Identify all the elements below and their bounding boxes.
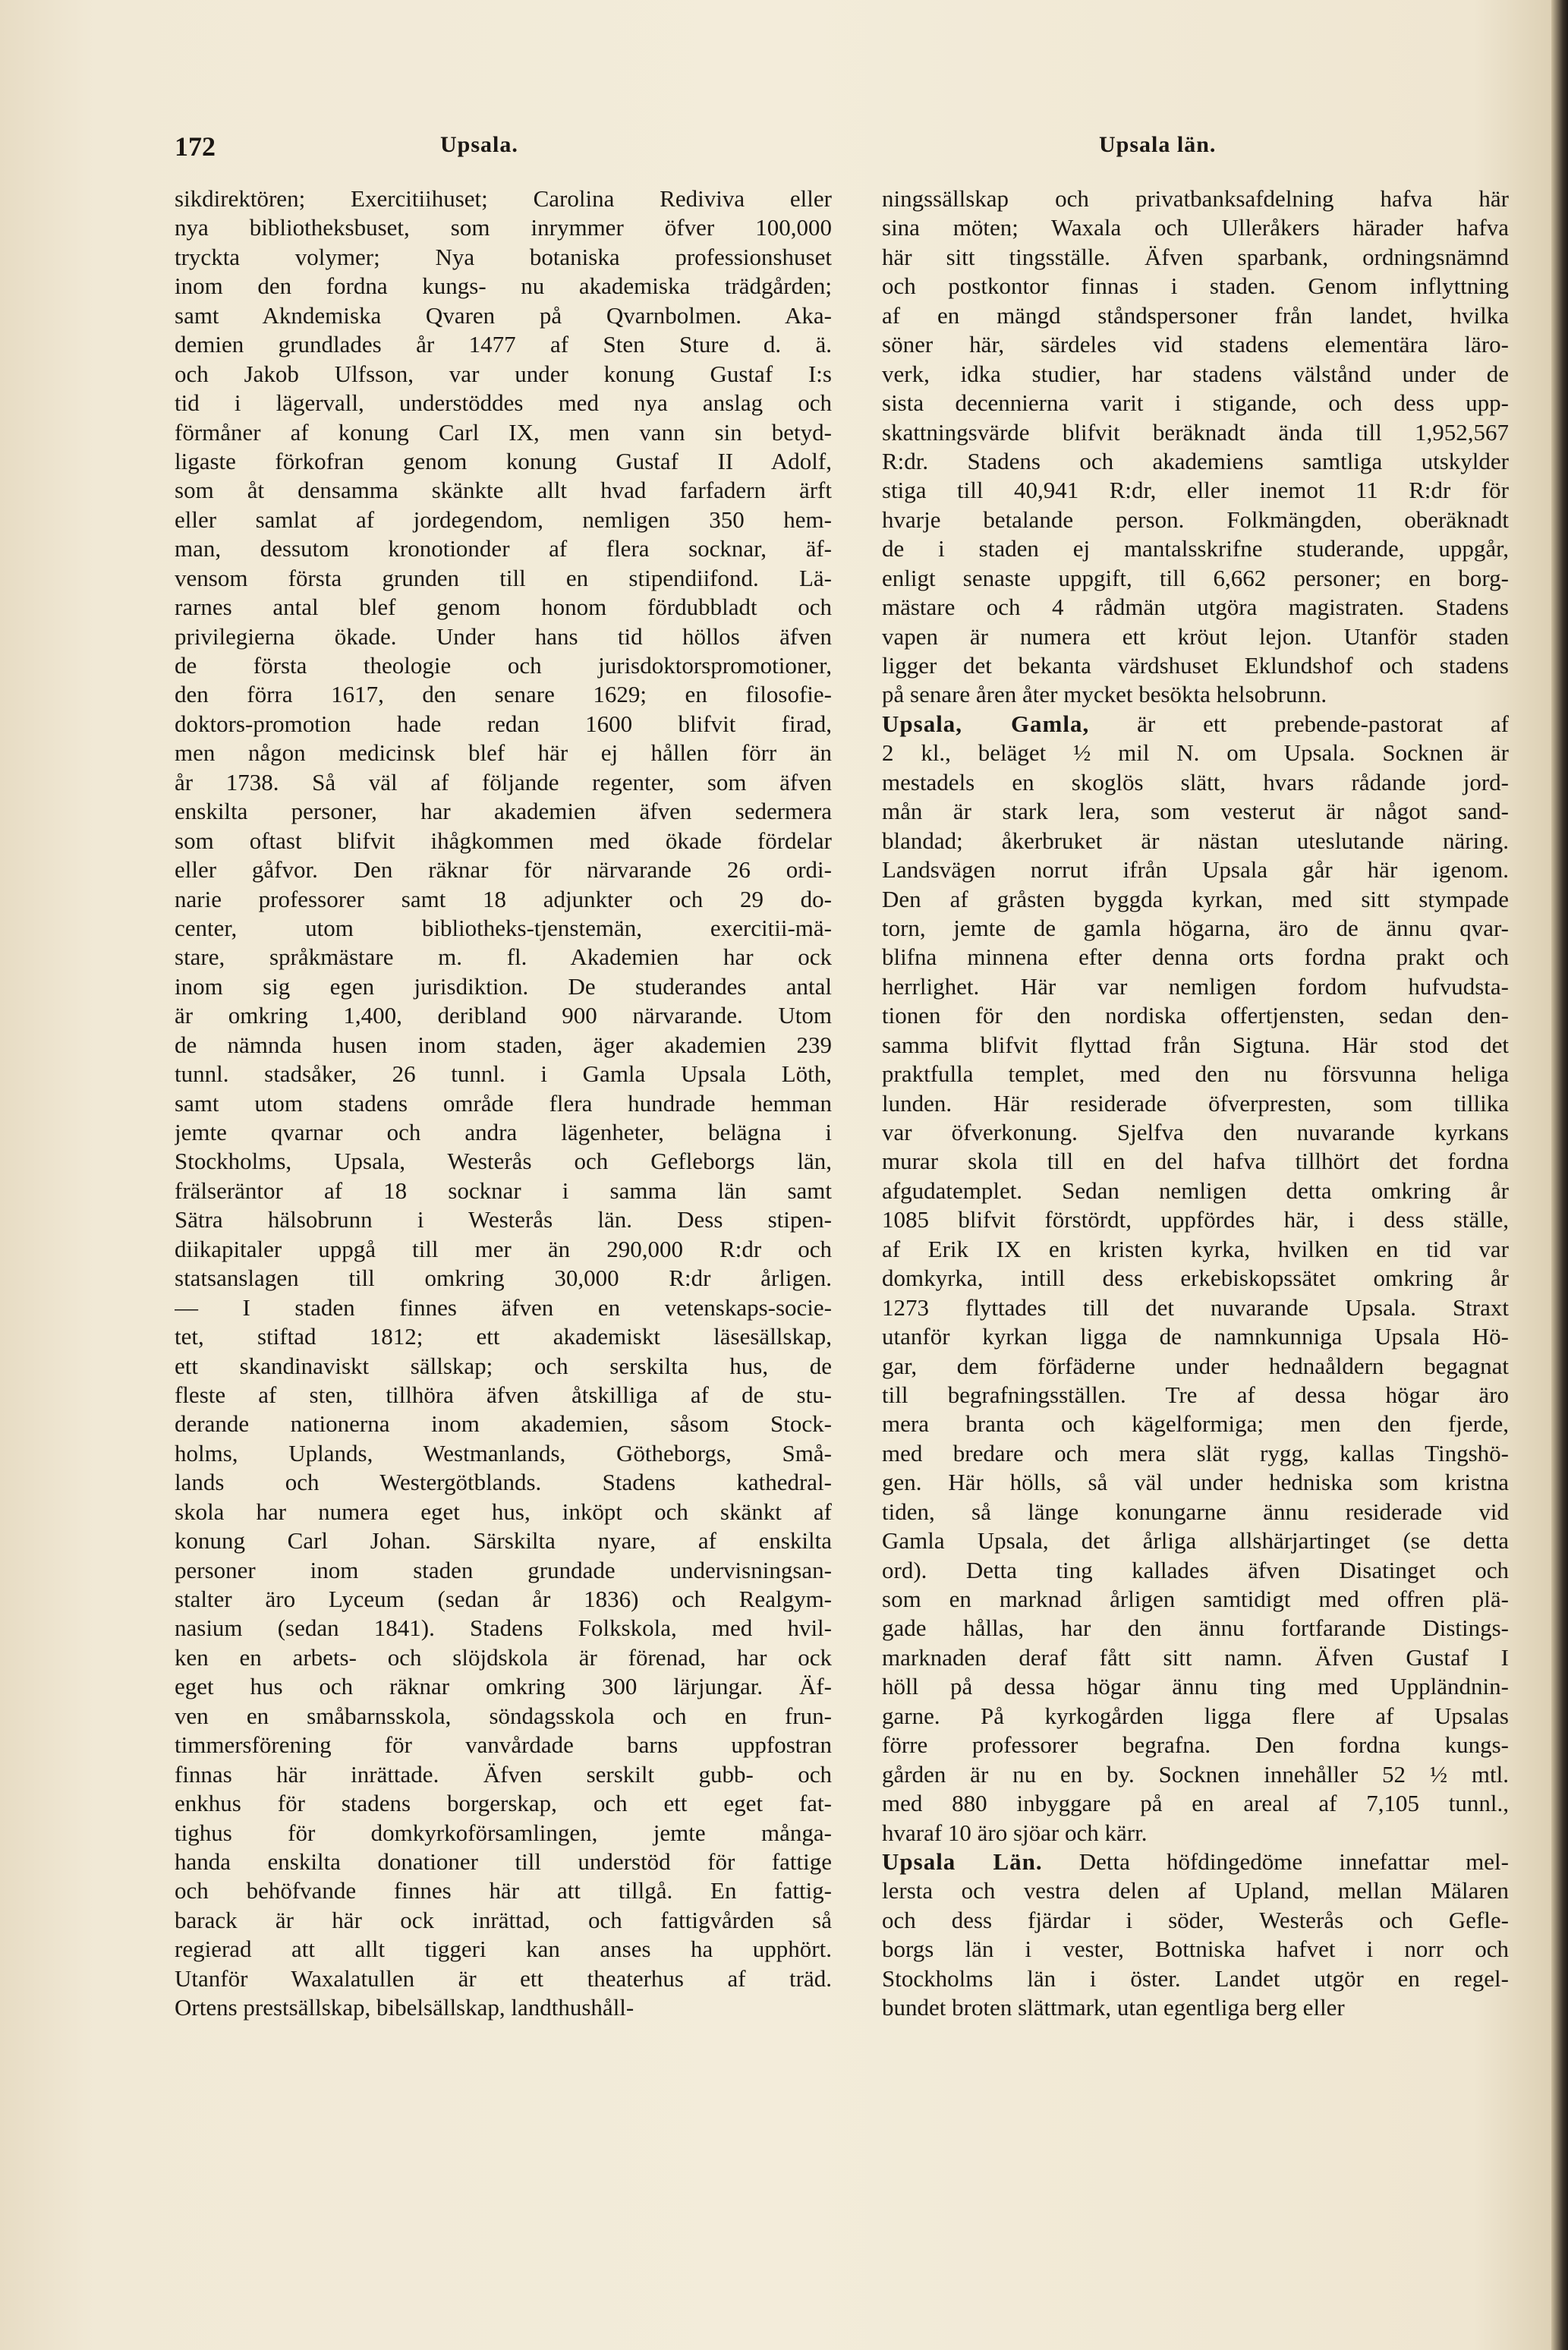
text-line: som oftast blifvit ihågkommen med ökade fördelar bbox=[175, 827, 832, 854]
text-line: Stockholms, Upsala, Westerås och Gefleborgs län, bbox=[175, 1148, 832, 1175]
text-line: lands och Westergötblands. Stadens kathedral- bbox=[175, 1469, 832, 1496]
text-line: och dess fjärdar i söder, Westerås och Gefle- bbox=[882, 1906, 1509, 1933]
text-line: Den af gråsten byggda kyrkan, med sitt stympade bbox=[882, 885, 1509, 912]
text-line: till begrafningsställen. Tre af dessa högar äro bbox=[882, 1381, 1509, 1408]
text-line: af en mängd ståndspersoner från landet, hvilka bbox=[882, 301, 1509, 329]
text-line: hvarje betalande person. Folkmängden, oberäknadt bbox=[882, 506, 1509, 533]
text-line: garne. På kyrkogården ligga flere af Upsalas bbox=[882, 1702, 1509, 1729]
text-line: 1273 flyttades till det nuvarande Upsala. Straxt bbox=[882, 1293, 1509, 1321]
text-line: på senare åren åter mycket besökta helsobrunn. bbox=[882, 681, 1327, 708]
text-line: demien grundlades år 1477 af Sten Sture d. ä. bbox=[175, 331, 832, 358]
text-line: sista decennierna varit i stigande, och dess upp- bbox=[882, 389, 1509, 417]
text-line: af Erik IX en kristen kyrka, hvilken en tid var bbox=[882, 1235, 1509, 1262]
text-line: finnas här inrättade. Äfven serskilt gubb- och bbox=[175, 1760, 832, 1788]
text-line: barack är här ock inrättad, och fattigvården så bbox=[175, 1906, 832, 1933]
text-line: marknaden deraf fått sitt namn. Äfven Gustaf I bbox=[882, 1643, 1509, 1671]
text-line: ken en arbets- och slöjdskola är förenad, har ock bbox=[175, 1643, 832, 1671]
text-line: tet, stiftad 1812; ett akademiskt läsesällskap, bbox=[175, 1323, 832, 1350]
text-line: regierad att allt tiggeri kan anses ha upphört. bbox=[175, 1936, 832, 1963]
text-line: praktfulla templet, med den nu försvunna heliga bbox=[882, 1060, 1509, 1088]
text-line: med bredare och mera slät rygg, kallas Tingshö- bbox=[882, 1439, 1509, 1466]
text-line: tiden, så länge konungarne ännu residerade vid bbox=[882, 1498, 1509, 1525]
text-line: konung Carl Johan. Särskilta nyare, af enskilta bbox=[175, 1527, 832, 1555]
text-line: utanför kyrkan ligga de namnkunniga Upsala Hö- bbox=[882, 1323, 1509, 1350]
text-line: derande nationerna inom akademien, såsom Stock- bbox=[175, 1410, 832, 1438]
text-line: enligt senaste uppgift, till 6,662 personer; en borg- bbox=[882, 564, 1509, 591]
text-line: Upsala, Gamla, är ett prebende-pastorat af bbox=[882, 710, 1509, 737]
text-line: gen. Här hölls, så väl under hedniska som kristna bbox=[882, 1469, 1509, 1496]
text-line: samt Akndemiska Qvaren på Qvarnbolmen. Aka- bbox=[175, 301, 832, 329]
text-line: holms, Uplands, Westmanlands, Götheborgs, Små- bbox=[175, 1439, 832, 1466]
text-line: samma blifvit flyttad från Sigtuna. Här stod det bbox=[882, 1031, 1509, 1058]
text-line: Upsala Län. Detta höfdingedöme innefattar mel- bbox=[882, 1848, 1509, 1875]
text-line: statsanslagen till omkring 30,000 R:dr årligen. bbox=[175, 1265, 832, 1292]
text-line: den förra 1617, den senare 1629; en filosofie- bbox=[175, 681, 832, 708]
text-line: ord). Detta ting kallades äfven Disatinget och bbox=[882, 1556, 1509, 1583]
text-line: men någon medicinsk blef här ej hållen förr än bbox=[175, 739, 832, 767]
text-line: sikdirektören; Exercitiihuset; Carolina Rediviva eller bbox=[175, 185, 832, 212]
text-line: enkhus för stadens borgerskap, och ett eget fat- bbox=[175, 1790, 832, 1817]
text-line: rarnes antal blef genom honom fördubbladt och bbox=[175, 594, 832, 621]
text-line: borgs län i vester, Bottniska hafvet i norr och bbox=[882, 1936, 1509, 1963]
text-line: personer inom staden grundade undervisningsan- bbox=[175, 1556, 832, 1583]
text-line: var öfverkonung. Sjelfva den nuvarande kyrkans bbox=[882, 1119, 1509, 1145]
text-line: ven en småbarnsskola, söndagsskola och en frun- bbox=[175, 1702, 832, 1729]
text-line: herrlighet. Här var nemligen fordom hufvudsta- bbox=[882, 972, 1509, 1000]
text-line: Gamla Upsala, det årliga allshärjartinget (se detta bbox=[882, 1527, 1509, 1555]
text-line: man, dessutom kronotionder af flera socknar, äf- bbox=[175, 535, 832, 562]
text-line: skola har numera eget hus, inköpt och skänkt af bbox=[175, 1498, 832, 1525]
text-line: söner här, särdeles vid stadens elementära läro- bbox=[882, 331, 1509, 358]
text-line: mån är stark lera, som vesterut är något sand- bbox=[882, 798, 1509, 825]
text-line: inom sig egen jurisdiktion. De studerandes antal bbox=[175, 972, 832, 1000]
text-line: här sitt tingsställe. Äfven sparbank, ordningsnämnd bbox=[882, 243, 1509, 270]
running-head-right: Upsala län. bbox=[1099, 132, 1217, 157]
text-line: gade hållas, har den ännu fortfarande Distings- bbox=[882, 1614, 1509, 1642]
text-line: stalter äro Lyceum (sedan år 1836) och Realgym- bbox=[175, 1586, 832, 1612]
entry-headword: Upsala Län. bbox=[882, 1848, 1043, 1875]
text-line: ligaste förkofran genom konung Gustaf II Adolf, bbox=[175, 447, 832, 474]
text-line: frälseräntor af 18 socknar i samma län samt bbox=[175, 1177, 832, 1204]
text-line: Ortens prestsällskap, bibelsällskap, landthushåll- bbox=[175, 1994, 634, 2021]
text-line: är omkring 1,400, deribland 900 närvarande. Utom bbox=[175, 1002, 832, 1029]
text-line: domkyrka, intill dess erkebiskopssätet omkring år bbox=[882, 1265, 1509, 1292]
text-line: vensom första grunden till en stipendiifond. Lä- bbox=[175, 564, 832, 591]
text-line: Sätra hälsobrunn i Westerås län. Dess stipen- bbox=[175, 1206, 832, 1233]
text-line: och Jakob Ulfsson, var under konung Gustaf I:s bbox=[175, 360, 832, 387]
text-line: samt utom stadens område flera hundrade hemman bbox=[175, 1089, 832, 1117]
text-line: stare, språkmästare m. fl. Akademien har ock bbox=[175, 943, 832, 971]
text-line: år 1738. Så väl af följande regenter, som äfven bbox=[175, 768, 832, 795]
text-line: eget hus och räknar omkring 300 lärjungar. Äf- bbox=[175, 1673, 832, 1700]
entry-headword: Upsala, Gamla, bbox=[882, 710, 1090, 737]
text-line: de första theologie och jurisdoktorspromotioner, bbox=[175, 652, 832, 679]
text-line: tryckta volymer; Nya botaniska professionshuset bbox=[175, 243, 832, 270]
text-line: nasium (sedan 1841). Stadens Folkskola, med hvil- bbox=[175, 1614, 832, 1642]
text-line: hvaraf 10 äro sjöar och kärr. bbox=[882, 1819, 1148, 1846]
text-line: vapen är numera ett kröut lejon. Utanför staden bbox=[882, 622, 1509, 650]
text-line: afgudatemplet. Sedan nemligen detta omkring år bbox=[882, 1177, 1509, 1204]
text-line: höll på dessa högar ännu ting med Uppländnin- bbox=[882, 1673, 1509, 1700]
text-line: förmåner af konung Carl IX, men vann sin betyd- bbox=[175, 418, 832, 446]
text-line: sina möten; Waxala och Ulleråkers härader hafva bbox=[882, 214, 1509, 241]
text-line: Utanför Waxalatullen är ett theaterhus af träd. bbox=[175, 1964, 832, 1992]
text-line: skattningsvärde blifvit beräknadt ända till 1,952,567 bbox=[882, 418, 1509, 446]
text-line: jemte qvarnar och andra lägenheter, belägna i bbox=[175, 1119, 832, 1145]
text-line: tighus för domkyrkoförsamlingen, jemte många- bbox=[175, 1819, 832, 1846]
text-line: tid i lägervall, understöddes med nya anslag och bbox=[175, 389, 832, 417]
text-line: blifna minnena efter denna orts fordna prakt och bbox=[882, 943, 1509, 971]
text-line: ligger det bekanta värdshuset Eklundshof och stadens bbox=[882, 652, 1509, 679]
text-line: privilegierna ökade. Under hans tid höllos äfven bbox=[175, 622, 832, 650]
text-line: 1085 blifvit förstördt, uppfördes här, i dess ställe, bbox=[882, 1206, 1509, 1233]
text-line: lersta och vestra delen af Upland, mellan Mälaren bbox=[882, 1877, 1509, 1904]
text-line: handa enskilta donationer till understöd för fattige bbox=[175, 1848, 832, 1875]
text-line: fleste af sten, tillhöra äfven åtskilliga af de stu- bbox=[175, 1381, 832, 1408]
right-text-column bbox=[882, 184, 1509, 2023]
text-line: stiga till 40,941 R:dr, eller inemot 11 R:dr för bbox=[882, 477, 1509, 504]
text-line: inom den fordna kungs- nu akademiska trädgården; bbox=[175, 272, 832, 300]
text-line: blandad; åkerbruket är nästan uteslutande näring. bbox=[882, 827, 1509, 854]
text-line: förre professorer begrafna. Den fordna kungs- bbox=[882, 1731, 1509, 1759]
text-line: med 880 inbyggare på en areal af 7,105 tunnl., bbox=[882, 1790, 1509, 1817]
text-line: och behöfvande finnes här att tillgå. En fattig- bbox=[175, 1877, 832, 1904]
text-line: timmersförening för vanvårdade barns uppfostran bbox=[175, 1731, 832, 1759]
text-line: murar skola till en del hafva tillhört det fordna bbox=[882, 1148, 1509, 1175]
text-line: mera branta och kägelformiga; men den fjerde, bbox=[882, 1410, 1509, 1438]
text-line: eller samlat af jordegendom, nemligen 350 hem- bbox=[175, 506, 832, 533]
page-number: 172 bbox=[175, 131, 216, 162]
text-line: mestadels en skoglös slätt, hvars rådande jord- bbox=[882, 768, 1509, 795]
text-line: mästare och 4 rådmän utgöra magistraten. Stadens bbox=[882, 594, 1509, 621]
text-line: torn, jemte de gamla högarna, äro de ännu qvar- bbox=[882, 914, 1509, 941]
text-line: 2 kl., beläget ½ mil N. om Upsala. Socknen är bbox=[882, 739, 1509, 767]
text-line: enskilta personer, har akademien äfven sedermera bbox=[175, 798, 832, 825]
text-line: eller gåfvor. Den räknar för närvarande 26 ordi- bbox=[175, 856, 832, 884]
text-line: ett skandinaviskt sällskap; och serskilta hus, de bbox=[175, 1352, 832, 1379]
text-line: de nämnda husen inom staden, äger akademien 239 bbox=[175, 1031, 832, 1058]
text-line: och postkontor finnas i staden. Genom inflyttning bbox=[882, 272, 1509, 300]
text-line: nya bibliotheksbuset, som inrymmer öfver 100,000 bbox=[175, 214, 832, 241]
text-line: R:dr. Stadens och akademiens samtliga utskylder bbox=[882, 447, 1509, 474]
text-line: gar, dem förfäderne under hednaåldern begagnat bbox=[882, 1352, 1509, 1379]
text-line: tunnl. stadsåker, 26 tunnl. i Gamla Upsala Löth, bbox=[175, 1060, 832, 1088]
text-line: center, utom bibliotheks-tjenstemän, exercitii-mä- bbox=[175, 914, 832, 941]
running-head-left: Upsala. bbox=[440, 132, 518, 157]
text-line: Stockholms län i öster. Landet utgör en regel- bbox=[882, 1964, 1509, 1992]
text-line: som en marknad årligen samtidigt med offren plä- bbox=[882, 1586, 1509, 1612]
text-line: doktors-promotion hade redan 1600 blifvit firad, bbox=[175, 710, 832, 737]
text-line: narie professorer samt 18 adjunkter och 29 do- bbox=[175, 885, 832, 912]
left-text-column bbox=[175, 184, 832, 2023]
text-line: Landsvägen norrut ifrån Upsala går här igenom. bbox=[882, 856, 1509, 884]
text-line: — I staden finnes äfven en vetenskaps-socie- bbox=[175, 1293, 832, 1321]
text-line: tionen för den nordiska offertjensten, sedan den- bbox=[882, 1002, 1509, 1029]
text-line: verk, idka studier, har stadens välstånd under de bbox=[882, 360, 1509, 387]
text-line: bundet broten slättmark, utan egentliga berg eller bbox=[882, 1994, 1345, 2021]
text-line: som åt densamma skänkte allt hvad farfadern ärft bbox=[175, 477, 832, 504]
text-line: lunden. Här residerade öfverpresten, som tillika bbox=[882, 1089, 1509, 1117]
text-line: diikapitaler uppgå till mer än 290,000 R:dr och bbox=[175, 1235, 832, 1262]
text-line: ningssällskap och privatbanksafdelning hafva här bbox=[882, 185, 1509, 212]
text-line: gården är nu en by. Socknen innehåller 52 ½ mtl. bbox=[882, 1760, 1509, 1788]
text-line: de i staden ej mantalsskrifne studerande, uppgår, bbox=[882, 535, 1509, 562]
